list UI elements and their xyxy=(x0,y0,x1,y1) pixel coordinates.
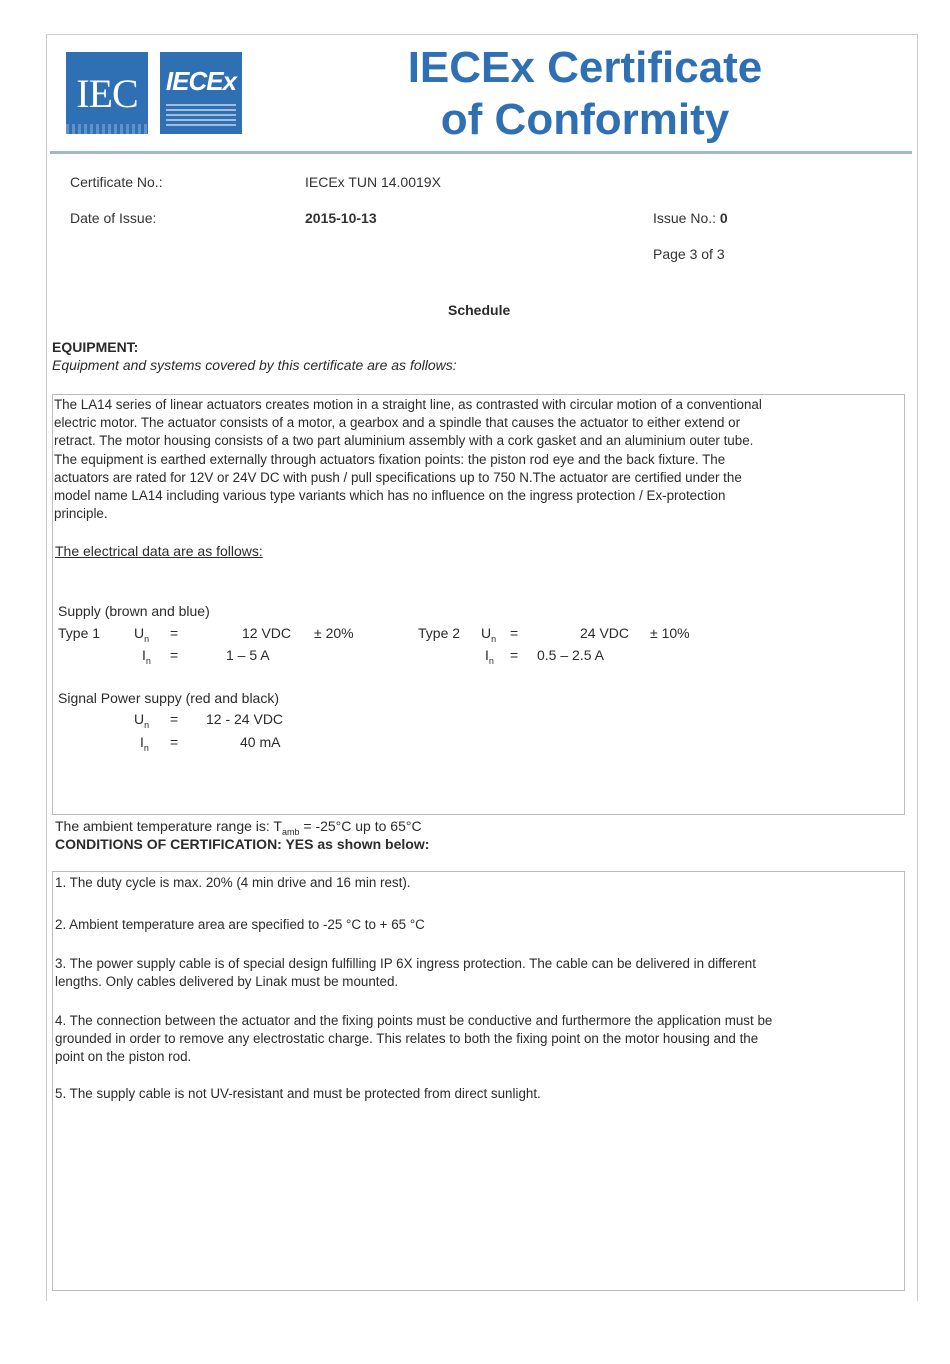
equipment-intro: Equipment and systems covered by this certificate are as follows: xyxy=(52,357,457,373)
equipment-heading: EQUIPMENT: xyxy=(52,339,139,355)
type1-i-value: 1 – 5 A xyxy=(226,647,270,663)
type1-u-eq: = xyxy=(170,625,179,641)
condition-5: 5. The supply cable is not UV-resistant and must be protected from direct sunlight. xyxy=(55,1086,541,1101)
description-line: model name LA14 including various type variants which has no influence on the ingress protection / Ex-protection xyxy=(54,488,726,504)
type1-i-symbol: $I_n$ xyxy=(142,647,151,666)
certificate-label: Certificate No.: xyxy=(70,174,163,190)
issue-label: Issue No.: xyxy=(653,210,717,226)
type2-u-tolerance: ± 10% xyxy=(650,625,690,641)
description-line: electric motor. The actuator consists of a motor, a gearbox and a spindle that causes the actuator to either extend or xyxy=(54,415,741,431)
electrical-heading: The electrical data are as follows: xyxy=(55,543,263,559)
title-line2: of Conformity xyxy=(440,95,730,144)
signal-u-symbol: $U_n$ xyxy=(134,711,150,730)
page-number: Page 3 of 3 xyxy=(653,246,725,262)
condition-4: 4. The connection between the actuator and the fixing points must be conductive and furthermore the application must be grounded in order to remove any electrostatic charge. This relates to both the fixing point on the motor housing and the point on the piston rod. xyxy=(55,1013,773,1065)
condition-3: 3. The power supply cable is of special design fulfilling IP 6X ingress protection. The cable can be delivered in different lengths. Only cables delivered by Linak must be mounted. xyxy=(55,956,756,990)
title-line1: IECEx Certificate xyxy=(407,43,763,92)
header-rule xyxy=(50,151,912,154)
type1-u-symbol: $U_n$ xyxy=(134,625,150,644)
signal-i-symbol: $I_n$ xyxy=(140,734,149,753)
signal-u-eq: = xyxy=(170,711,179,727)
type1-u-value: 12 VDC xyxy=(242,625,292,641)
issue-value: 0 xyxy=(719,210,728,226)
date-value: 2015-10-13 xyxy=(305,210,377,226)
signal-u-value: 12 - 24 VDC xyxy=(206,711,284,727)
type2-u-symbol: $U_n$ xyxy=(481,625,497,644)
type2-u-eq: = xyxy=(510,625,519,641)
signal-i-value: 40 mA xyxy=(240,734,281,750)
iecex-logo: IECEx xyxy=(160,52,242,134)
type1-i-eq: = xyxy=(170,647,179,663)
type1-label: Type 1 xyxy=(58,625,101,641)
supply-heading: Supply (brown and blue) xyxy=(58,603,210,619)
type2-i-value: 0.5 – 2.5 A xyxy=(537,647,604,663)
type2-u-value: 24 VDC xyxy=(580,625,630,641)
description-line: actuators are rated for 12V or 24V DC with push / pull specifications up to 750 N.The actuator are certified under the xyxy=(54,469,742,485)
condition-2: 2. Ambient temperature area are specified to -25 °C to + 65 °C xyxy=(55,917,425,932)
equipment-description xyxy=(54,396,904,523)
description-line: The equipment is earthed externally through actuators fixation points: the piston rod eye and the back fixture. The xyxy=(54,451,726,467)
signal-heading: Signal Power suppy (red and black) xyxy=(58,690,280,706)
condition-1: 1. The duty cycle is max. 20% (4 min drive and 16 min rest). xyxy=(55,875,411,890)
iec-logo: IEC xyxy=(66,52,148,134)
certificate-value: IECEx TUN 14.0019X xyxy=(305,174,441,190)
type2-i-symbol: $I_n$ xyxy=(485,647,494,666)
description-line: principle. xyxy=(54,506,108,522)
date-label: Date of Issue: xyxy=(70,210,157,226)
issue-number xyxy=(653,210,728,226)
type1-u-tolerance: ± 20% xyxy=(314,625,354,641)
description-line: The LA14 series of linear actuators creates motion in a straight line, as contrasted with circular motion of a conventional xyxy=(54,397,762,412)
conditions-heading: CONDITIONS OF CERTIFICATION: YES as shown below: xyxy=(55,836,430,852)
ambient-temperature: The ambient temperature range is: $T_{amb} = -25^\circ C$ up to 65°C xyxy=(55,818,422,837)
schedule-heading: Schedule xyxy=(448,302,511,318)
signal-i-eq: = xyxy=(170,734,179,750)
description-line: retract. The motor housing consists of a two part aluminium assembly with a cork gasket and an aluminium outer tube. xyxy=(54,433,754,449)
type2-i-eq: = xyxy=(510,647,519,663)
type2-label: Type 2 xyxy=(418,625,461,641)
